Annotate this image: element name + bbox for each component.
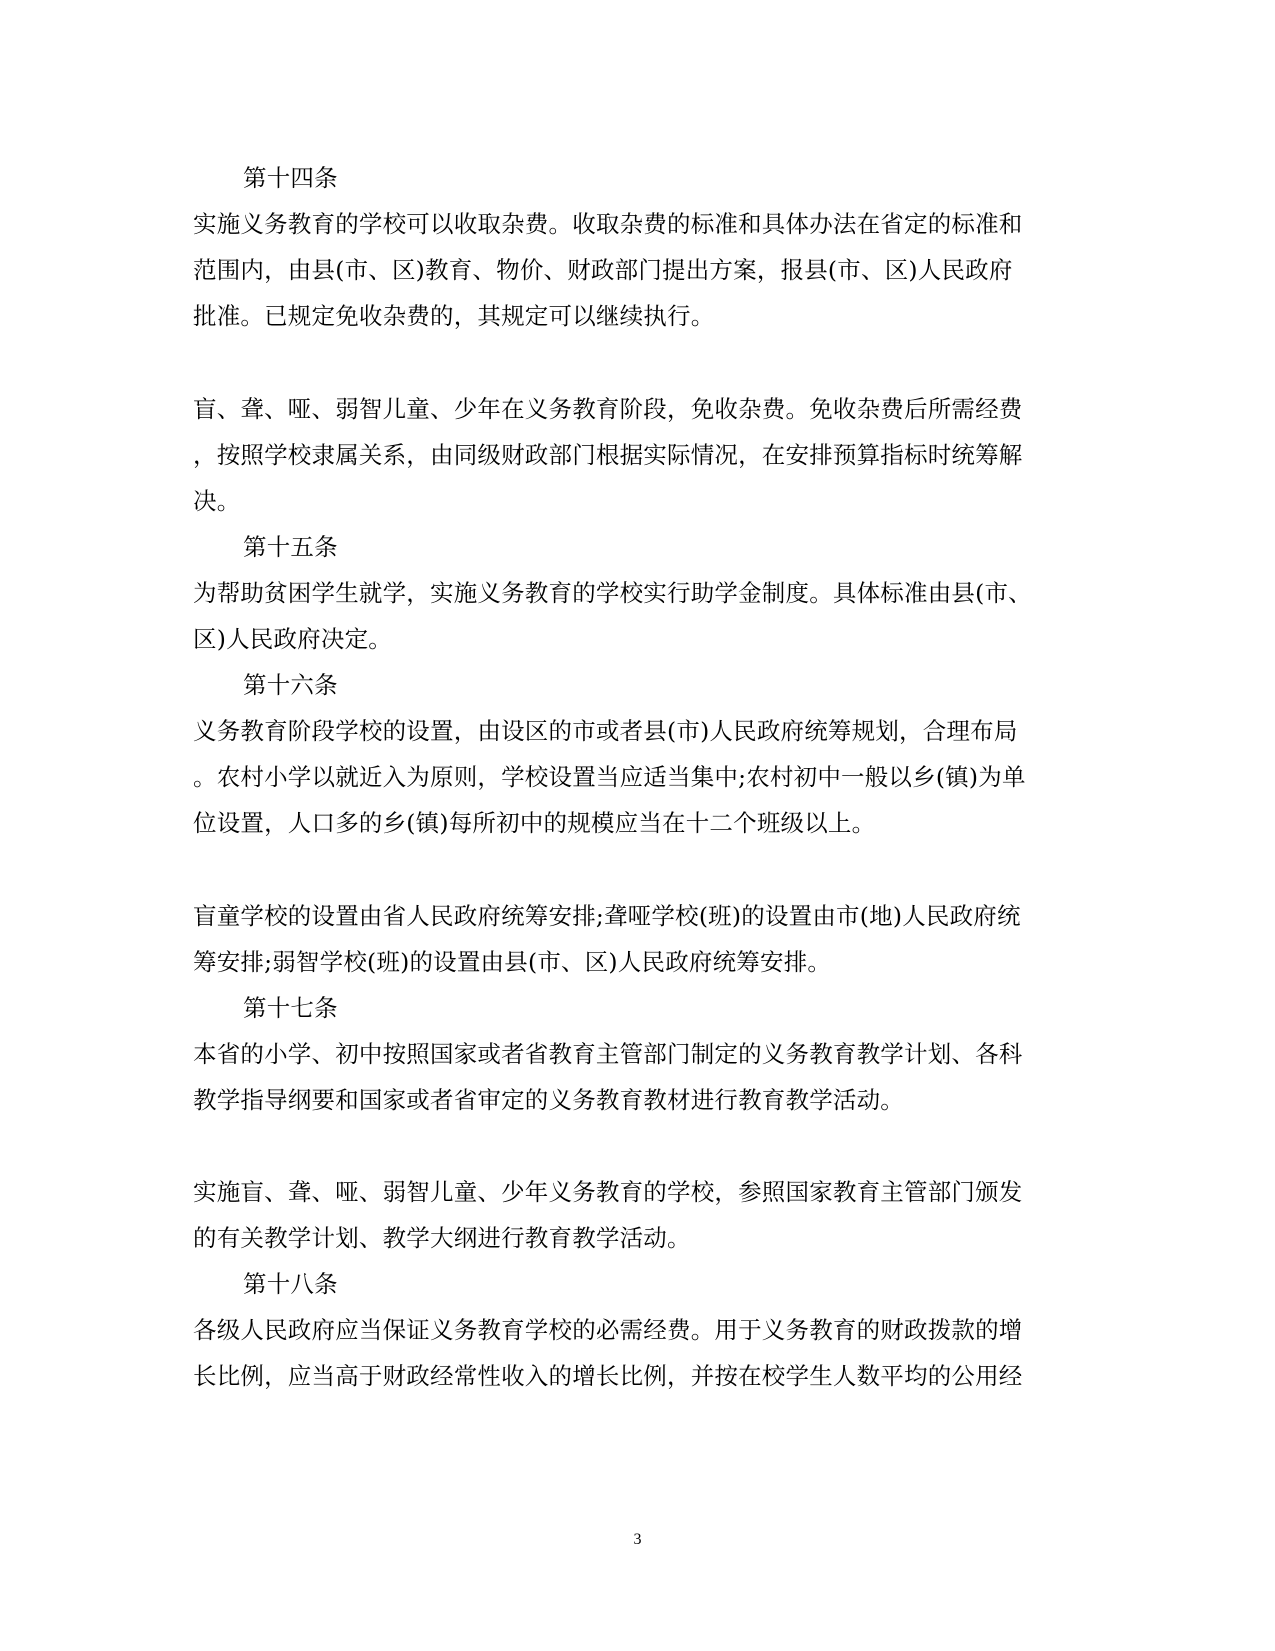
- text-line: 的有关教学计划、教学大纲进行教育教学活动。: [193, 1224, 691, 1252]
- text-line: 范围内，由县(市、区)教育、物价、财政部门提出方案，报县(市、区)人民政府: [193, 256, 1013, 284]
- text-line: 教学指导纲要和国家或者省审定的义务教育教材进行教育教学活动。: [193, 1086, 904, 1114]
- text-line: 区)人民政府决定。: [193, 625, 392, 653]
- article-heading: 第十六条: [243, 671, 338, 699]
- text-line: 决。: [193, 487, 241, 515]
- page-number: 3: [633, 1531, 642, 1548]
- text-line: 批准。已规定免收杂费的，其规定可以继续执行。: [193, 302, 715, 330]
- text-line: 本省的小学、初中按照国家或者省教育主管部门制定的义务教育教学计划、各科: [193, 1040, 1023, 1068]
- text-line: 筹安排;弱智学校(班)的设置由县(市、区)人民政府统筹安排。: [193, 948, 832, 976]
- text-line: 各级人民政府应当保证义务教育学校的必需经费。用于义务教育的财政拨款的增: [193, 1316, 1023, 1344]
- text-line: 盲、聋、哑、弱智儿童、少年在义务教育阶段，免收杂费。免收杂费后所需经费: [193, 395, 1023, 423]
- text-line: 实施义务教育的学校可以收取杂费。收取杂费的标准和具体办法在省定的标准和: [193, 210, 1023, 238]
- article-heading: 第十八条: [243, 1270, 338, 1298]
- text-line: 长比例，应当高于财政经常性收入的增长比例，并按在校学生人数平均的公用经: [193, 1362, 1023, 1390]
- text-line: 。农村小学以就近入为原则，学校设置当应适当集中;农村初中一般以乡(镇)为单: [193, 763, 1026, 791]
- text-line: 位设置，人口多的乡(镇)每所初中的规模应当在十二个班级以上。: [193, 809, 876, 837]
- text-line: ，按照学校隶属关系，由同级财政部门根据实际情况，在安排预算指标时统筹解: [193, 441, 1023, 469]
- article-heading: 第十四条: [243, 164, 338, 192]
- article-heading: 第十五条: [243, 533, 338, 561]
- text-line: 义务教育阶段学校的设置，由设区的市或者县(市)人民政府统筹规划，合理布局: [193, 717, 1018, 745]
- text-line: 盲童学校的设置由省人民政府统筹安排;聋哑学校(班)的设置由市(地)人民政府统: [193, 902, 1021, 930]
- article-heading: 第十七条: [243, 994, 338, 1022]
- text-line: 为帮助贫困学生就学，实施义务教育的学校实行助学金制度。具体标准由县(市、: [193, 579, 1032, 607]
- text-line: 实施盲、聋、哑、弱智儿童、少年义务教育的学校，参照国家教育主管部门颁发: [193, 1178, 1023, 1206]
